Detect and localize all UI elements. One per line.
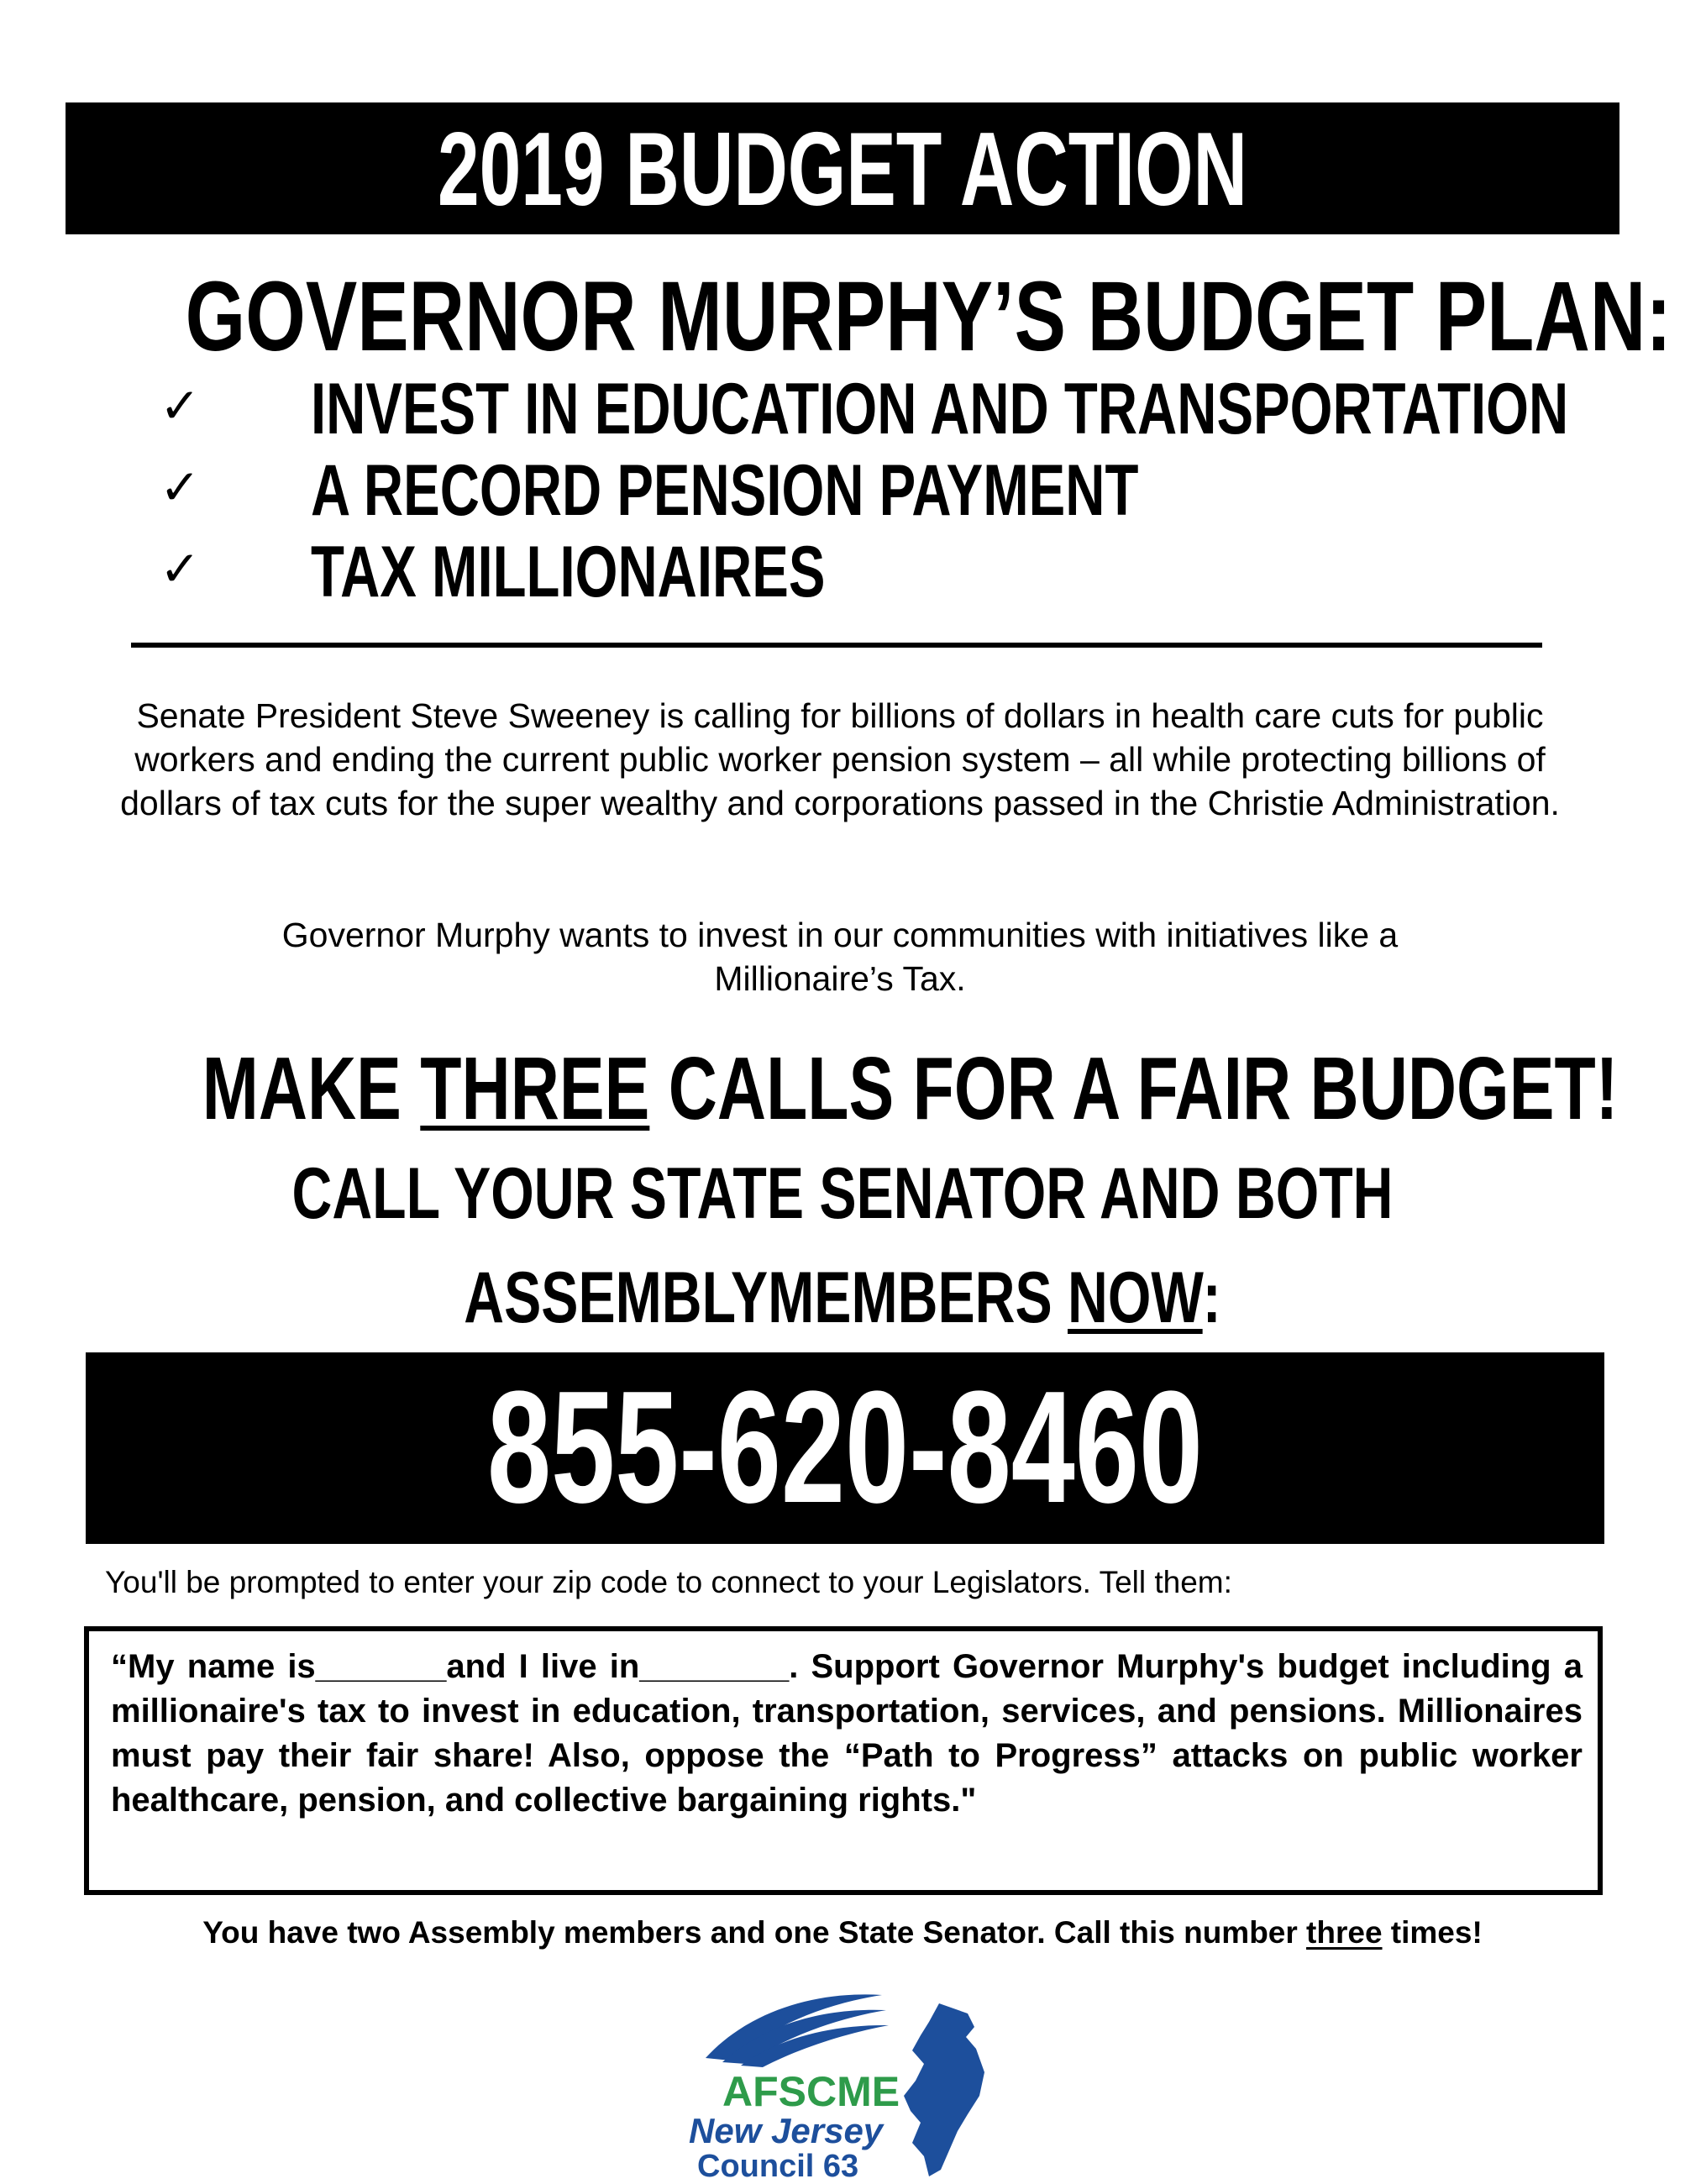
make-calls-prefix: MAKE [202,1039,421,1138]
logo-line-1: AFSCME [722,2068,900,2115]
banner-title: 2019 BUDGET ACTION [437,112,1248,228]
footer-emphasis: three [1306,1915,1383,1950]
zip-note: You'll be prompted to enter your zip code to connect to your Legislators. Tell them: [105,1565,1232,1599]
make-calls-emphasis: THREE [420,1039,650,1138]
assembly-emphasis: NOW [1068,1257,1203,1338]
checklist-label: A RECORD PENSION PAYMENT [311,450,1139,531]
checkmark-icon: ✓ [160,540,201,597]
footer-prefix: You have two Assembly members and one State Senator. Call this number [202,1915,1307,1950]
logo-line-3: Council 63 [697,2149,859,2180]
call-script-box [84,1626,1603,1895]
divider [131,643,1542,648]
checklist-item [160,449,1588,531]
plan-heading: GOVERNOR MURPHY’S BUDGET PLAN: [185,261,1672,372]
checklist-item [160,368,1588,449]
make-calls-heading [202,1039,1619,1138]
assembly-suffix: : [1202,1257,1221,1338]
sweeney-paragraph: Senate President Steve Sweeney is calling for billions of dollars in health care cuts for public workers and ending the current public worker pension system – all while protecting billions of dollars of tax cuts for the super wealthy and corporations passed in the Christie Administration. [120,696,1560,822]
logo-line-2: New Jersey [689,2111,884,2150]
make-calls-suffix: CALLS FOR A FAIR BUDGET! [649,1039,1619,1138]
assemblymembers-heading [194,1257,1492,1338]
footer-instruction [0,1914,1685,1952]
checkmark-icon: ✓ [160,459,201,516]
phone-number: 855-620-8460 [487,1358,1203,1536]
checklist-label: INVEST IN EDUCATION AND TRANSPORTATION [311,369,1569,449]
checklist-label: TAX MILLIONAIRES [311,532,826,612]
assembly-prefix: ASSEMBLYMEMBERS [464,1257,1068,1338]
checkmark-icon: ✓ [160,377,201,434]
new-jersey-map-icon [904,2003,984,2176]
afscme-logo [672,1978,1008,2180]
title-banner [66,102,1619,234]
footer-suffix: times! [1382,1915,1483,1950]
call-senator-heading: CALL YOUR STATE SENATOR AND BOTH [291,1153,1394,1234]
checklist-item [160,531,1588,612]
phone-banner [86,1352,1604,1544]
call-script-text: “My name is_______and I live in________. Support Governor Murphy's budget including a millionaire's tax to invest in education, transportation, services, and pensions. Millionaires must pay their fair share! Also, oppose the “Path to Progress” attacks on public worker healthcare, pension, and collective bargaining rights." [111,1648,1583,1819]
afscme-logo-graphic [672,1978,1008,2180]
murphy-paragraph: Governor Murphy wants to invest in our communities with initiatives like a Millionaire’s Tax. [281,916,1399,998]
